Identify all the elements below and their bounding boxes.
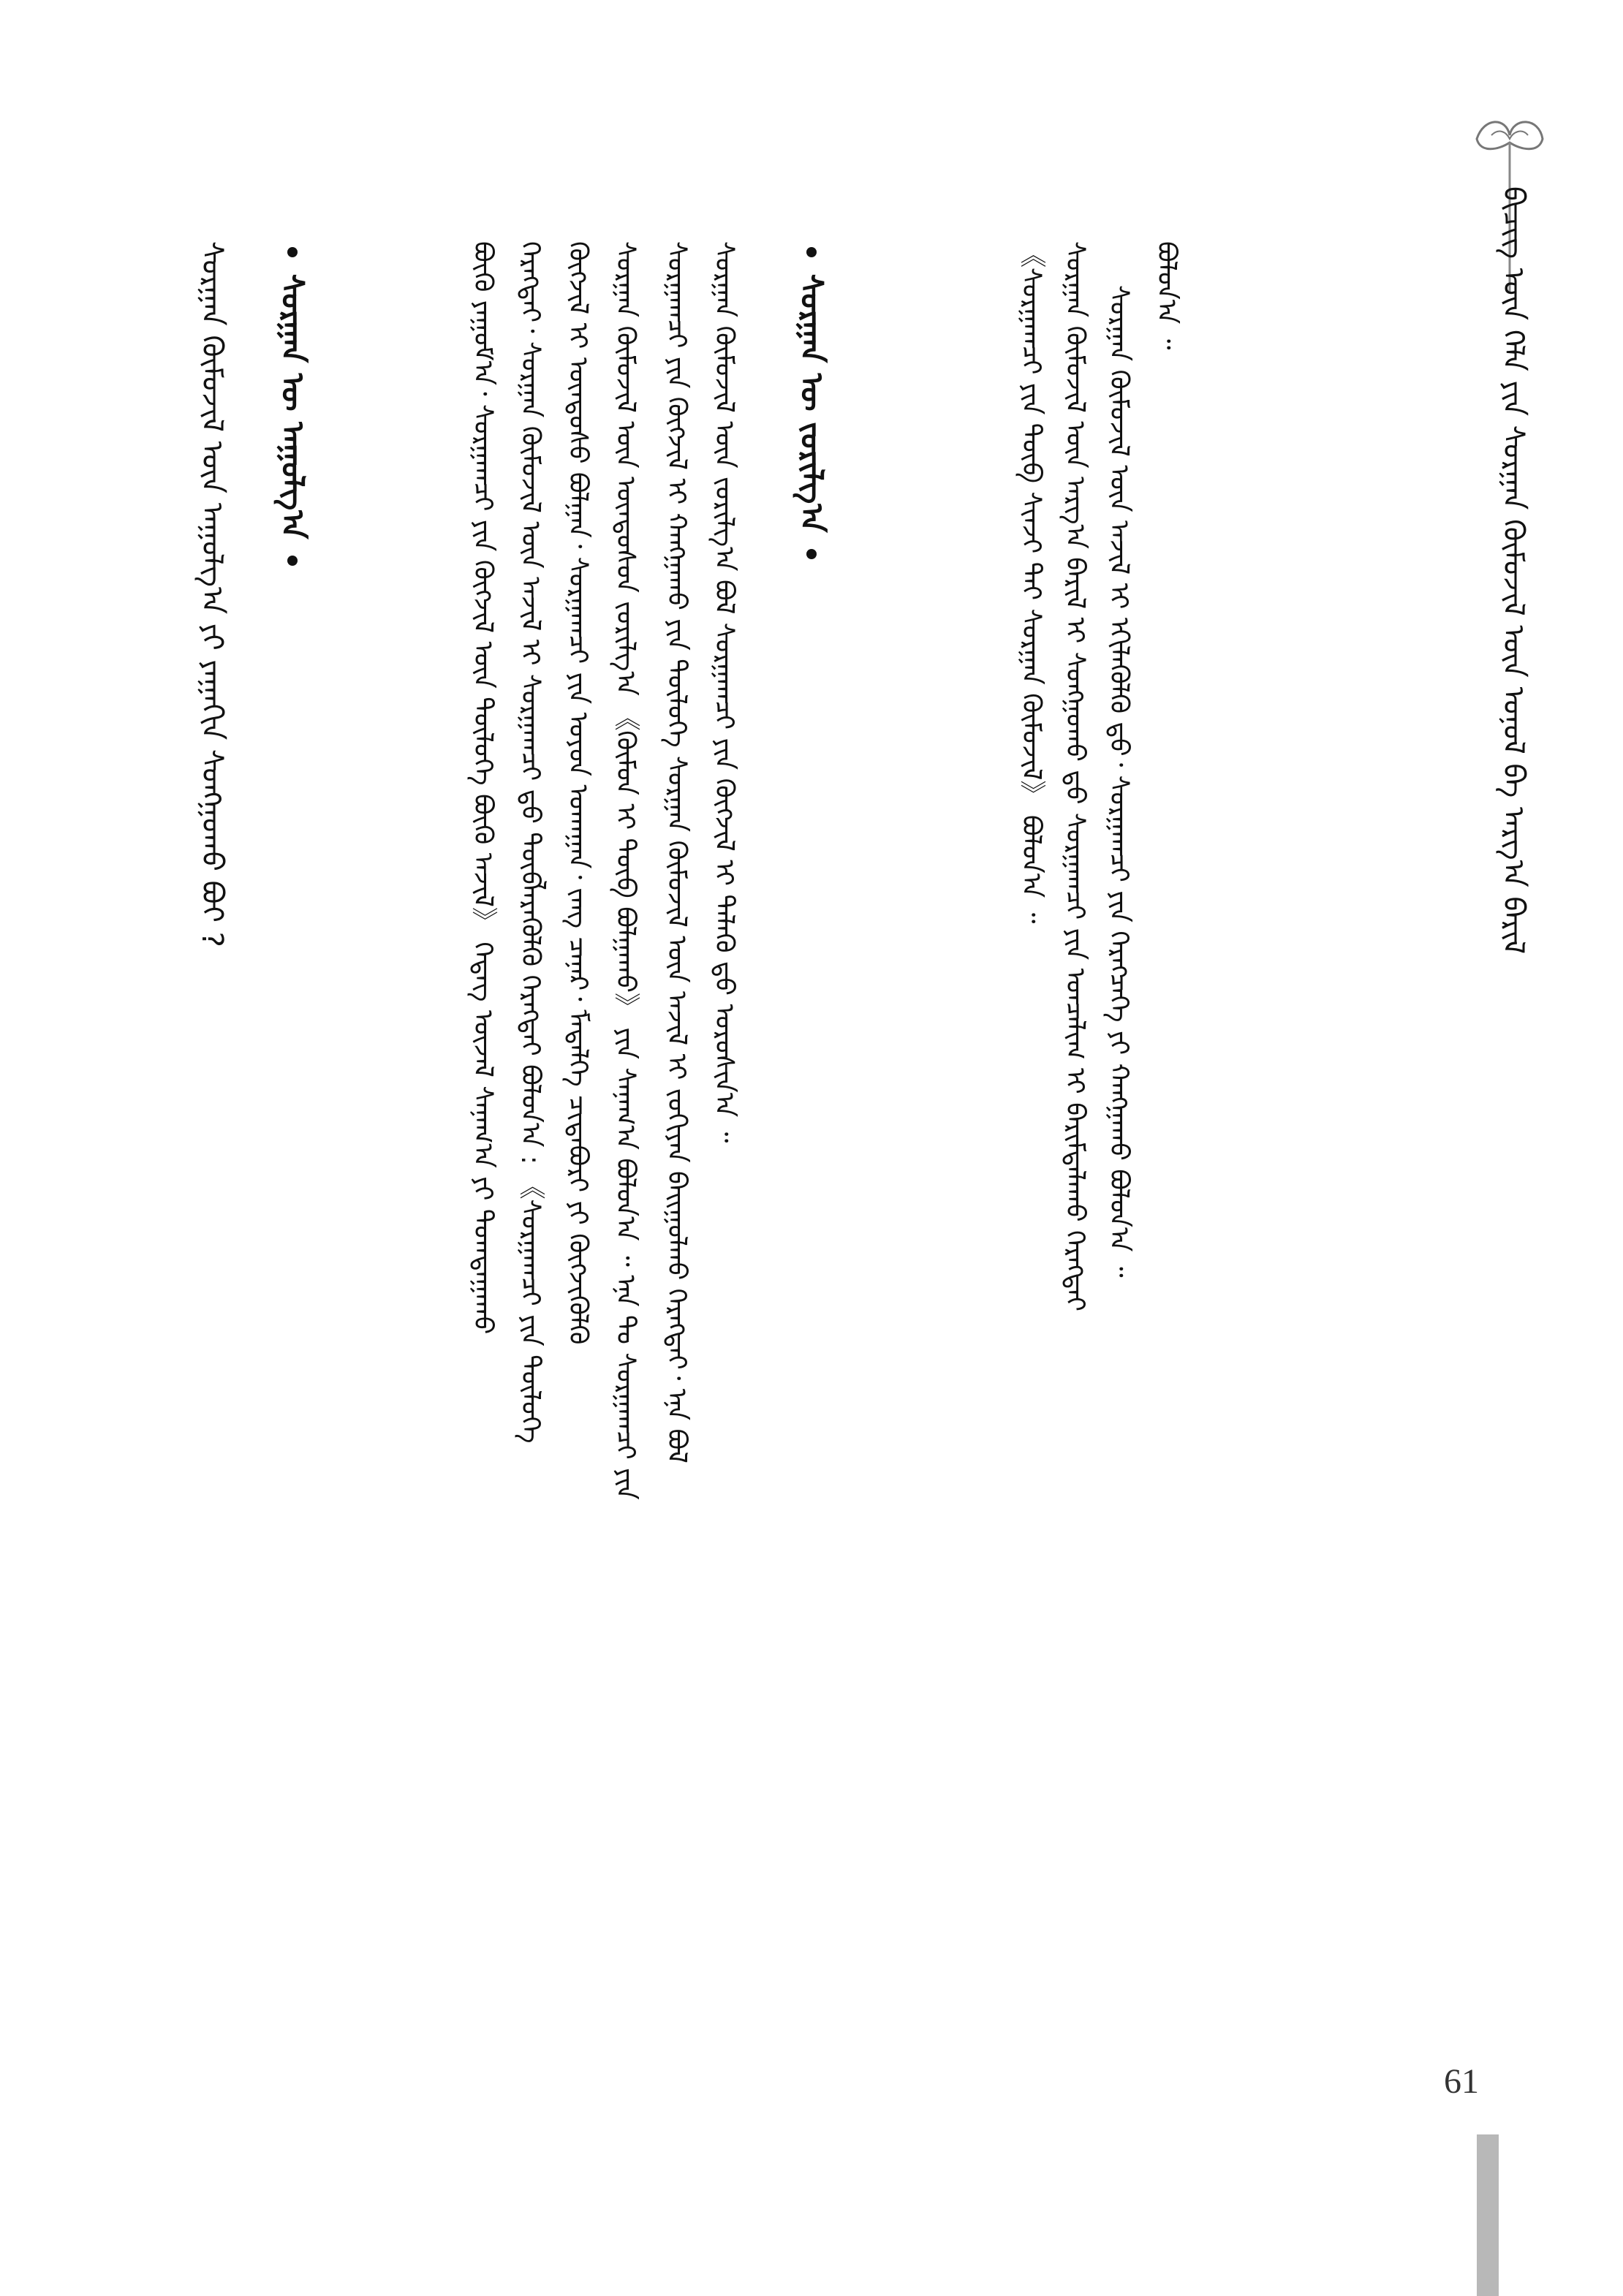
bullet-icon: [806, 247, 817, 257]
body-line-4: 《ᠰᠤᠷᠭᠠᠭᠴᠢ ᠶᠢᠨ ᠲᠥᠪ ᠰᠢᠨᠵᠢ ᠲᠠᠢ ᠰᠤᠷᠭᠠᠨ ᠬᠦᠮᠦᠵᠢᠯ》 ᠪᠣᠯᠤᠨ᠎ᠠ ᠃: [1016, 241, 1046, 924]
section-heading-goal-text: ᠰᠤᠷᠭᠠᠨ ᠦ ᠵᠣᠷᠢᠯᠭ᠎ᠠ: [794, 273, 830, 533]
section-heading-goal: [790, 241, 833, 534]
body-line-10: ᠬᠡᠷᠡᠭᠲᠡᠢ᠂ ᠰᠤᠷᠭᠠᠨ ᠬᠦᠮᠦᠵᠢᠯ ᠦᠨ ᠠᠵᠢᠯ ᠢ ᠰᠤᠷᠭᠠᠭᠴᠢ ᠳ᠋ᠤ ᠲᠥᠪᠯᠡᠷᠡᠭᠦᠯᠬᠦ ᠬᠡᠷᠡᠭᠲᠡᠢ ᠪᠣᠯᠤᠨ᠎ᠠ : 《ᠰᠤᠷᠭᠠᠭᠴᠢ ᠶᠢᠨ ᠲᠥᠯᠦᠭᠡ: [515, 241, 545, 1444]
bullet-icon: [287, 247, 298, 257]
body-line-3: ᠰᠤᠷᠭᠠᠨ ᠬᠦᠮᠦᠵᠢᠯ ᠦᠨ ᠠᠷᠭ᠎ᠠ ᠪᠠᠷᠢᠯ ᠢ ᠰᠣᠩᠭᠣᠬᠤ ᠳ᠋ᠤ ᠰᠤᠷᠭᠠᠭᠴᠢ ᠶᠢᠨ ᠣᠨᠴᠠᠯᠢᠭ ᠢ ᠪᠠᠷᠢᠮᠲᠠᠯᠠᠬᠤ ᠬᠡᠷᠡᠭᠲᠡᠢ: [1060, 241, 1090, 1312]
section-heading-content-text: ᠰᠤᠷᠭᠠᠨ ᠦ ᠠᠭᠤᠯᠭ᠎ᠠ: [275, 273, 311, 539]
running-header: ᠪᠢᠴᠢᠭ ᠦᠨ ᠬᠡᠯᠡ ᠶᠢᠨ ᠰᠤᠷᠭᠠᠨ ᠬᠦᠮᠦᠵᠢᠯ ᠦᠨ ᠣᠨᠣᠯ ᠪᠠ ᠠᠷᠭ᠎ᠠ ᠪᠠᠷᠢᠯ: [1497, 186, 1530, 955]
margin-thumb-bar: [1477, 2134, 1499, 2296]
body-line-1: ᠪᠣᠯᠤᠨ᠎ᠠ ᠃: [1151, 241, 1181, 350]
body-line-8: ᠰᠤᠷᠭᠠᠨ ᠬᠦᠮᠦᠵᠢᠯ ᠦᠨ ᠦᠨᠳᠦᠰᠦᠨ ᠵᠣᠷᠢᠯᠭ᠎ᠠ 《ᠬᠦᠮᠦᠨ ᠢ ᠲᠥᠪ ᠪᠣᠯᠭᠠᠬᠤ》 ᠶᠢᠨ ᠰᠠᠨᠠᠭ᠎ᠠ ᠪᠣᠯᠤᠨ᠎ᠠ ᠃ ᠡᠨᠡ ᠲᠤ ᠰᠤᠷᠭᠠᠭᠴᠢ ᠶᠢᠨ: [610, 241, 640, 1500]
page-number: 61: [1444, 2062, 1479, 2101]
body-line-6: ᠰᠤᠷᠭᠠᠨ ᠬᠦᠮᠦᠵᠢᠯ ᠦᠨ ᠵᠣᠷᠢᠯᠭ᠎ᠠ ᠪᠣᠯ ᠰᠤᠷᠭᠠᠭᠴᠢ ᠶᠢᠨ ᠬᠥᠭᠵᠢᠯ ᠢ ᠲᠡᠯᠡᠬᠦ ᠳ᠋ᠤ ᠣᠷᠣᠰᠢᠨ᠎ᠠ ᠃: [709, 241, 739, 1143]
body-line-11: ᠪᠦᠬᠦ ᠶᠠᠭᠤᠮ᠎ᠠ᠂ ᠰᠤᠷᠭᠠᠭᠴᠢ ᠶᠢᠨ ᠬᠥᠭᠵᠢᠯ ᠦᠨ ᠲᠥᠯᠦᠭᠡ ᠪᠦᠬᠦ ᠠᠵᠢᠯ》 ᠭᠡᠳᠡᠭ ᠦᠵᠡᠯ ᠰᠠᠨᠠᠭ᠎ᠠ ᠶᠢ ᠲᠣᠭᠲᠠᠭᠠᠬᠤ: [468, 241, 498, 1335]
body-line-7: ᠰᠤᠷᠭᠠᠭᠴᠢ ᠶᠢᠨ ᠬᠥᠭᠵᠢᠯ ᠢ ᠬᠠᠩᠭᠠᠬᠤ ᠶᠢᠨ ᠲᠥᠯᠦᠭᠡ ᠰᠤᠷᠭᠠᠨ ᠬᠦᠮᠦᠵᠢᠯ ᠦᠨ ᠠᠵᠢᠯ ᠢ ᠵᠣᠬᠢᠶᠠᠨ ᠪᠠᠢᠭᠤᠯᠬᠤ ᠬᠡᠷᠡᠭᠲᠡᠢ᠂ ᠡᠨᠡ ᠪᠣᠯ: [662, 241, 692, 1463]
handwritten-question: ᠰᠤᠷᠭᠠᠨ ᠬᠦᠮᠦᠵᠢᠯ ᠦᠨ ᠠᠭᠤᠯᠭ᠎ᠠ ᠶᠢ ᠶᠠᠭᠠᠬᠢᠨ ᠰᠣᠩᠭᠣᠬᠤ ᠪᠤᠢ ?: [195, 241, 229, 947]
body-line-9: ᠬᠥᠭᠵᠢᠯ ᠢ ᠦᠨᠳᠦᠰᠦ ᠪᠣᠯᠭᠠᠨ᠂ ᠰᠤᠷᠭᠠᠭᠴᠢ ᠶᠢᠨ ᠣᠶᠤᠨ ᠤᠬᠠᠭᠠᠨ᠂ ᠵᠠᠩ ᠴᠠᠨᠠᠷ᠂ ᠮᠡᠳᠡᠯᠭᠡ ᠴᠢᠳᠠᠪᠤᠷᠢ ᠶᠢ ᠬᠥᠭᠵᠢᠭᠦᠯᠬᠦ: [563, 241, 593, 1345]
bullet-icon: [806, 549, 817, 559]
bullet-icon: [287, 556, 298, 566]
body-line-2: ᠰᠤᠷᠭᠠᠨ ᠬᠦᠮᠦᠵᠢᠯ ᠦᠨ ᠠᠵᠢᠯ ᠢ ᠡᠬᠢᠯᠡᠭᠦᠯᠬᠦ ᠳ᠋ᠤ᠂ ᠰᠤᠷᠭᠠᠭᠴᠢ ᠶᠢᠨ ᠬᠡᠷᠡᠭᠴᠡᠭᠡ ᠶᠢ ᠬᠠᠩᠭᠠᠬᠤ ᠪᠣᠯᠤᠨ᠎ᠠ ᠃: [1104, 285, 1134, 1278]
section-heading-content: [270, 241, 314, 548]
